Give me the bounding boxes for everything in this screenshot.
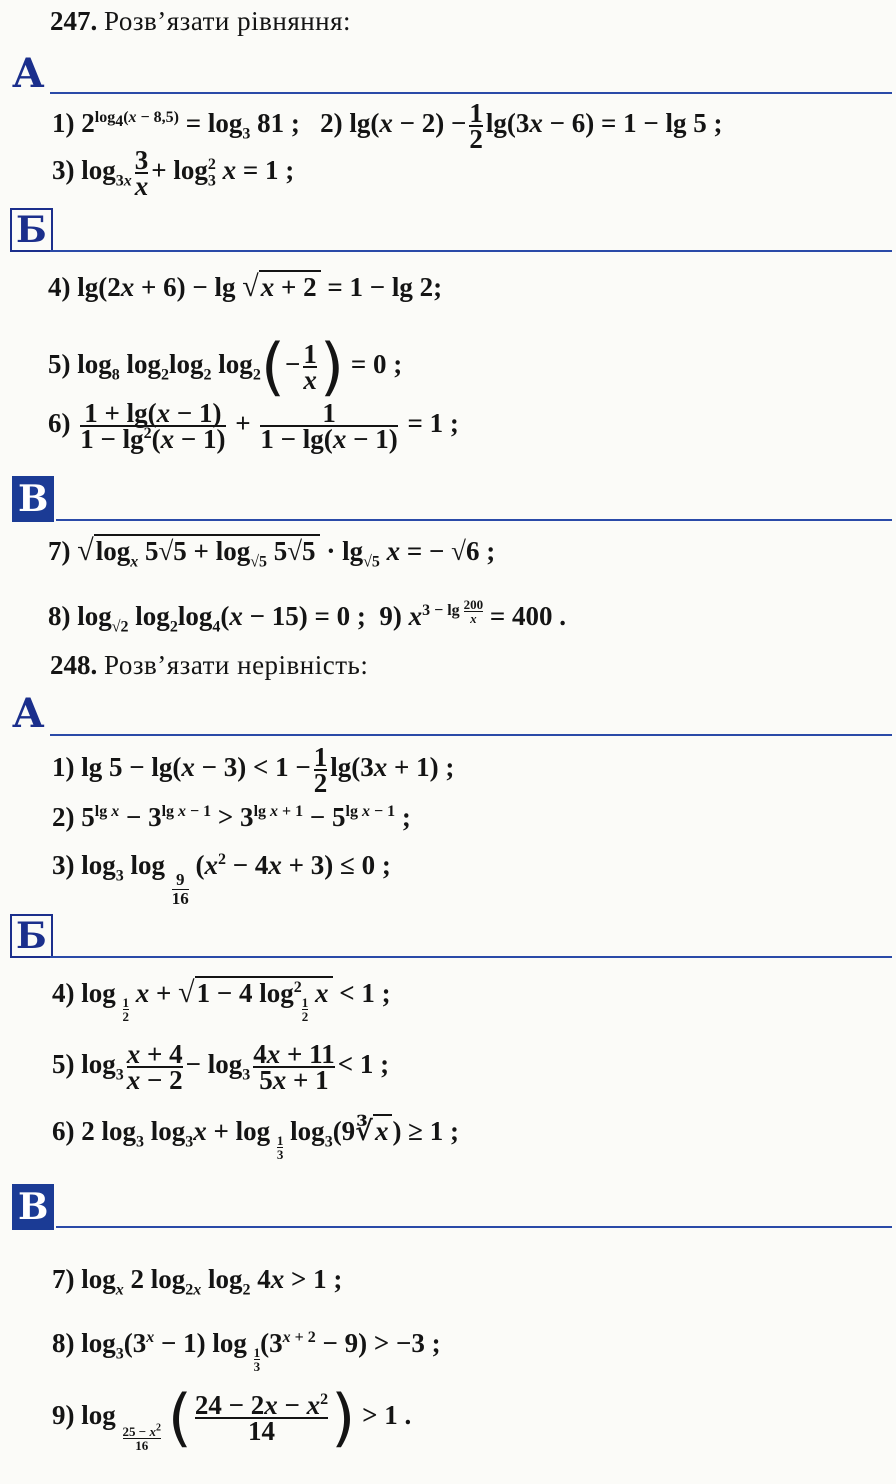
inequality-2: 2) $5^{lg x} - 3^{lg x - 1} > 3^{lg x + 1} - 5^{lg x - 1}$ ; bbox=[52, 802, 411, 832]
level-b-label: Б bbox=[10, 208, 53, 252]
section-divider bbox=[50, 734, 892, 736]
inequality-9: 9) log $\frac{25 - x^2}{16}$ ( $\frac{24 - 2x - x^2}{14}$ ) > 1 . bbox=[52, 1381, 412, 1454]
inequality-3: 3) $\log_3 \log$ $\frac{9}{16}$ $(x^2 - 4x + 3) \le 0$ ; bbox=[52, 850, 391, 909]
section-divider bbox=[56, 519, 892, 521]
equation-7: 7) $√\log_x$ $5√5 + \log_{√5} 5√5 \cdot \lg_{√5} x$ = − √6 ; bbox=[48, 534, 496, 571]
level-a-label: А bbox=[12, 50, 45, 97]
inequality-7: 7) $\log_x 2$ $\log_{2x} \log_2 4x > 1$ ; bbox=[52, 1264, 343, 1299]
equation-1-2: 1) $2^{log_4(x - 8,5)} = \log_3 81$ ; 2) lg(x − 2) − $\frac{1}{2}$ lg(3x − 6) = 1 − lg 5 ; bbox=[52, 98, 723, 154]
equation-8-9: 8) $\log_{√2} \log_2\log_4(x - 15) = 0$ ; 9) $x^{3 - lg \frac{200}{x}}$ = 400 . bbox=[48, 597, 567, 636]
inequality-5: 5) $\log_3$ $\frac{x + 4}{x - 2}$ − $\log_3$ $\frac{4x + 11}{5x + 1}$ < 1 ; bbox=[52, 1039, 390, 1095]
exercise-248-heading bbox=[50, 650, 368, 681]
exercise-title: Розв’язати нерівність: bbox=[104, 650, 369, 680]
exercise-number: 248. bbox=[50, 650, 98, 680]
equation-3: 3) $\log_{3x}$ $\frac{3}{x}$ + $\log_3^2 x = 1$ ; bbox=[52, 145, 295, 201]
level-v-label: В bbox=[12, 476, 54, 522]
section-divider bbox=[50, 250, 892, 252]
level-b-label: Б bbox=[10, 914, 53, 958]
equation-5: 5) $\log_8 \log_2\log_2$ $\log_2(-$ $\frac{1}{x}$ ) = 0 ; bbox=[48, 330, 403, 403]
section-divider bbox=[50, 92, 892, 94]
exercise-number: 247. bbox=[50, 6, 98, 36]
inequality-8: 8) $\log_3(3^x - 1)$ log $\frac{1}{3}$ $(3^{x + 2} - 9) > -3$ ; bbox=[52, 1328, 441, 1375]
exercise-247-heading bbox=[50, 6, 351, 37]
level-a-label: А bbox=[12, 690, 45, 737]
inequality-4: 4) log $\frac{1}{2}$ x + √1 − 4 $\log^2$ $\frac{1}{2}$ x < 1 ; bbox=[52, 976, 391, 1025]
equation-4: 4) lg(2x + 6) − lg √x + 2 = 1 − lg 2; bbox=[48, 270, 443, 303]
section-divider bbox=[50, 956, 892, 958]
equation-6: 6) $\frac{1 + \lg(x - 1)}{1 - \lg^2(x - 1)}$ + $\frac{1}{1 - \lg(x - 1)}$ = 1 ; bbox=[48, 398, 459, 454]
inequality-6: 6) 2 $\log_3 \log_3x + \log$ $\frac{1}{3}$ $\log_3(9∛x$ ) ≥ 1 ; bbox=[52, 1116, 459, 1163]
inequality-1: 1) lg 5 − lg(x − 3) < 1 − $\frac{1}{2}$ lg(3x + 1) ; bbox=[52, 742, 455, 798]
level-v-label: В bbox=[12, 1184, 54, 1230]
section-divider bbox=[56, 1226, 892, 1228]
exercise-title: Розв’язати рівняння: bbox=[104, 6, 352, 36]
